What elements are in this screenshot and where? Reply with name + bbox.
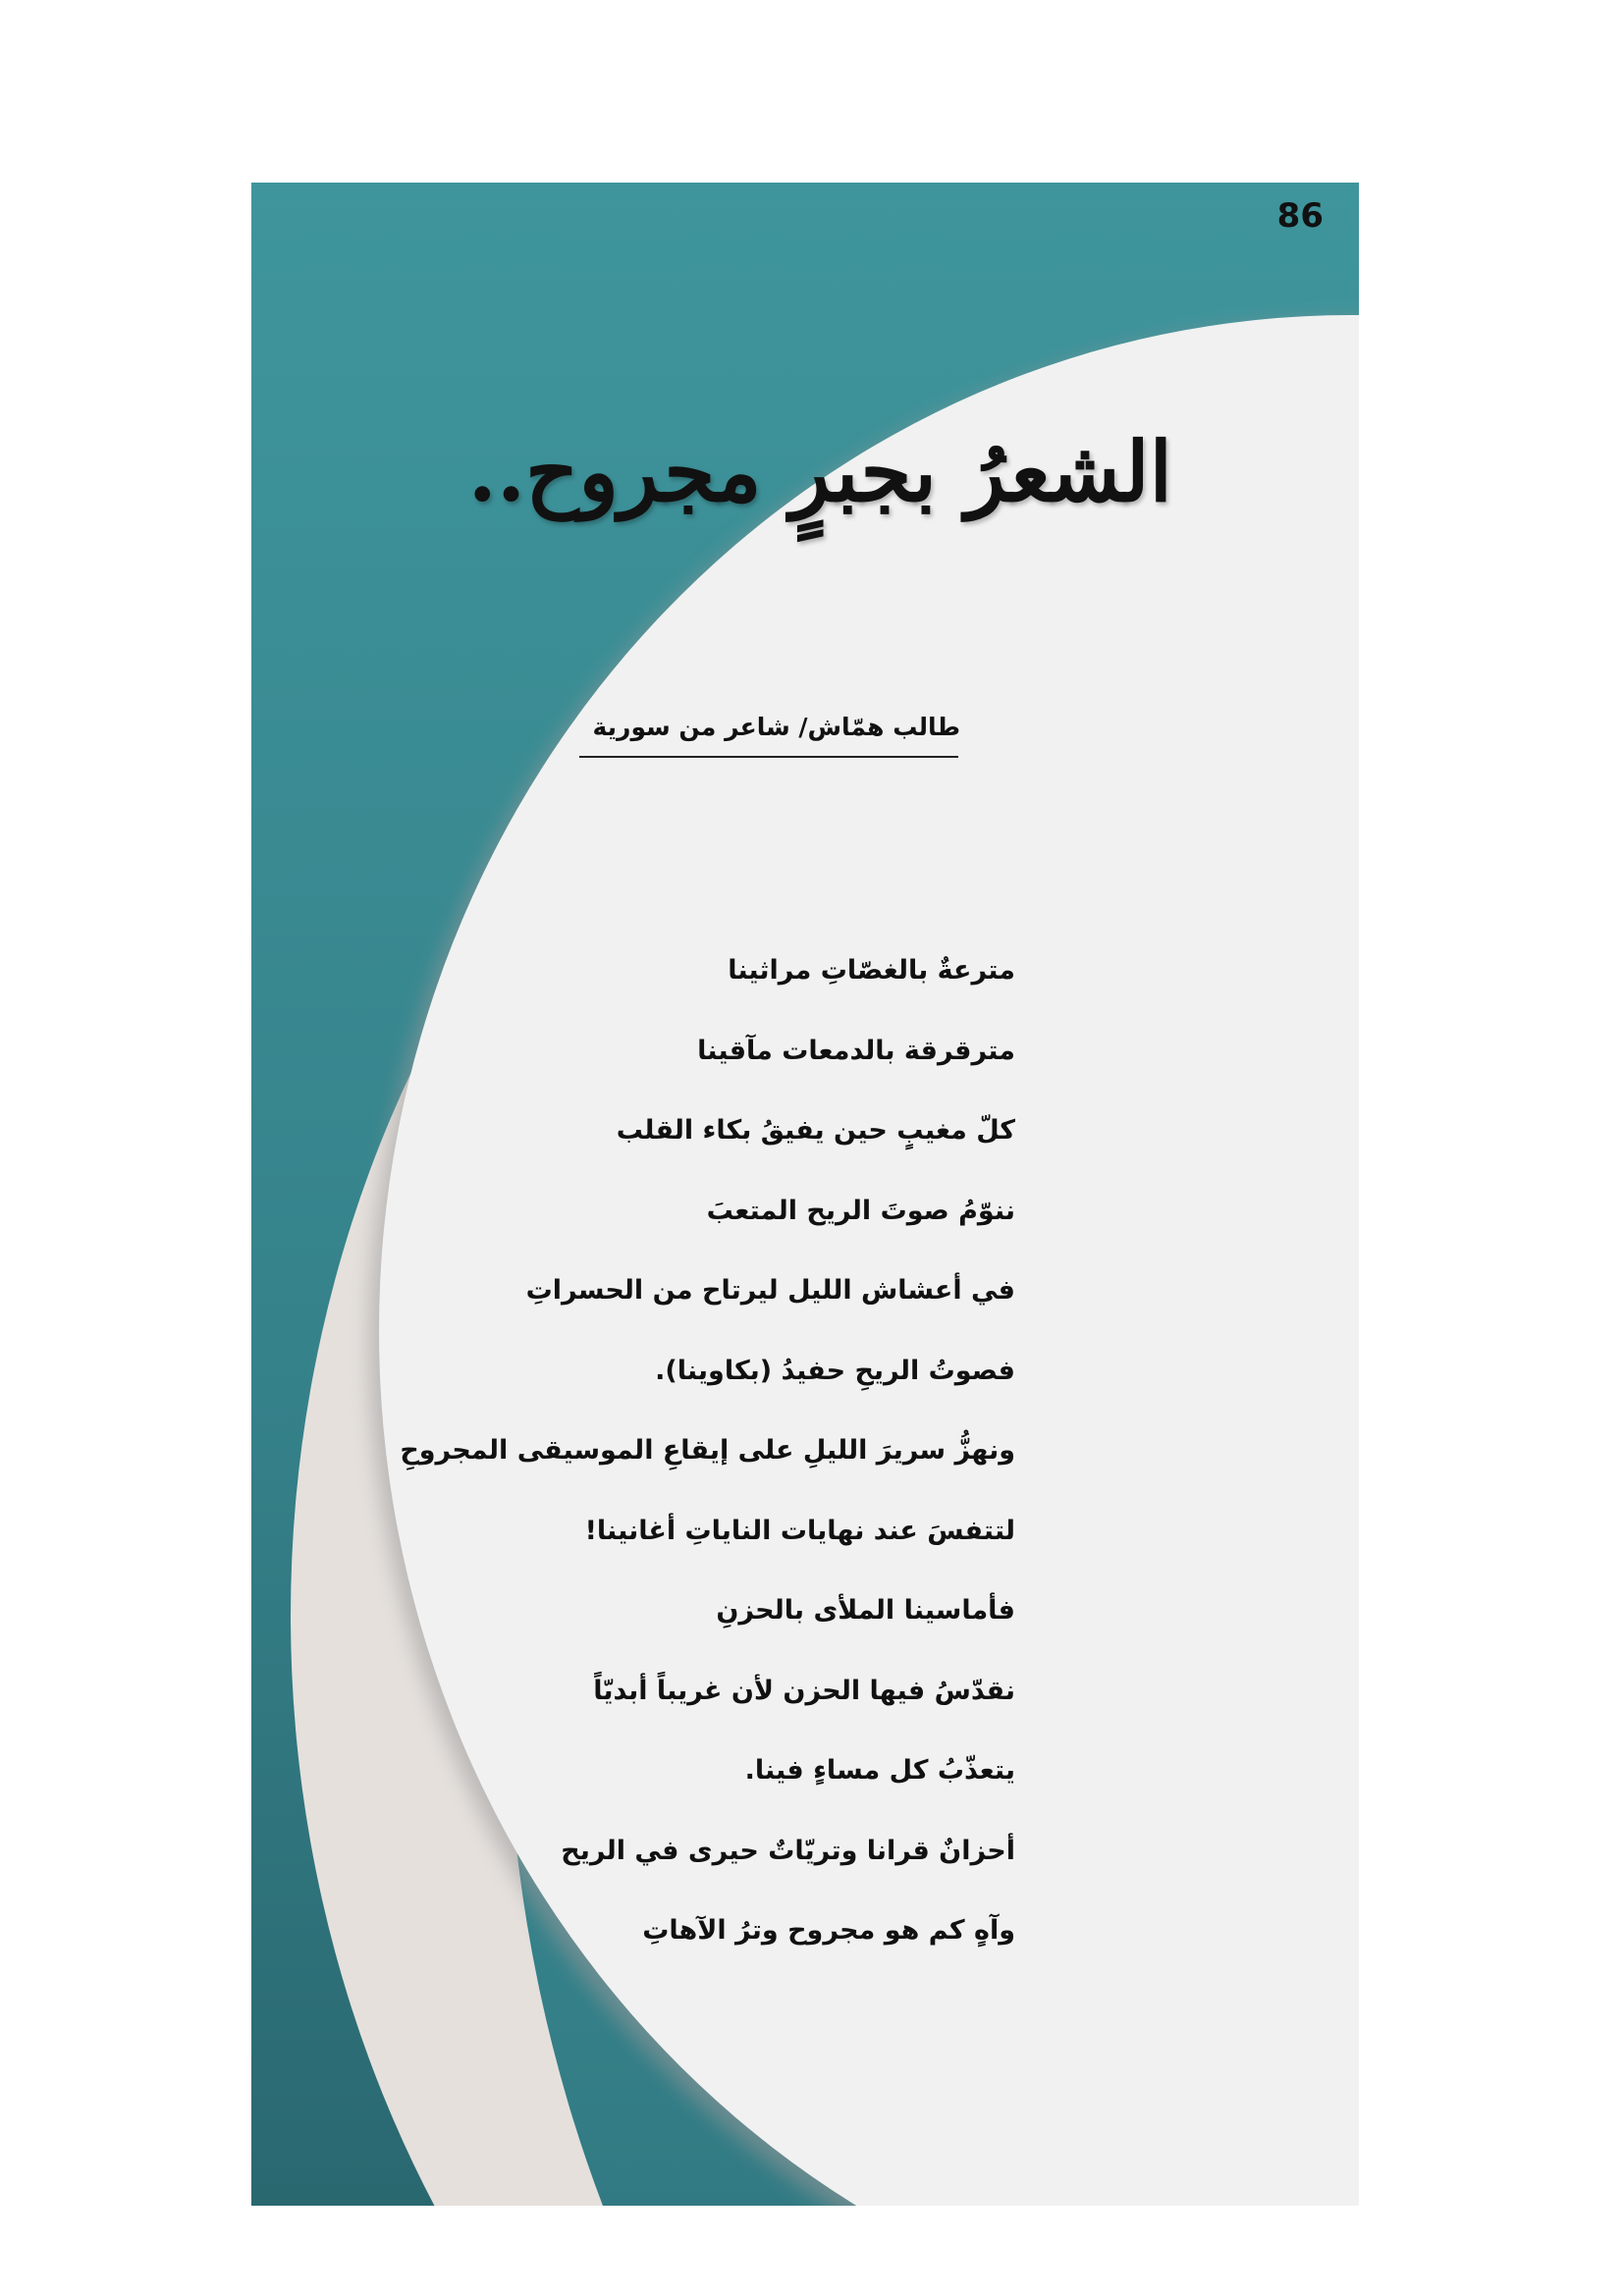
poem-line: فأماسينا الملأى بالحزنِ <box>716 1595 1015 1626</box>
poem-line: ونهزُّ سريرَ الليلِ على إيقاعِ الموسيقى المجروحِ <box>400 1435 1015 1466</box>
poem-line: مترعةٌ بالغصّاتِ مراثينا <box>728 955 1015 986</box>
page-number: 86 <box>1276 196 1324 236</box>
poem-line: وآهٍ كم هو مجروح وترُ الآهاتِ <box>642 1915 1015 1946</box>
page-panel <box>251 183 1359 2206</box>
poem-line: لتتفسَ عند نهايات الناياتِ أغانينا! <box>584 1515 1015 1546</box>
byline-underline <box>579 756 958 758</box>
poem-line: في أعشاش الليل ليرتاح من الحسراتِ <box>525 1275 1015 1306</box>
poem-line: فصوتُ الريحِ حفيدُ (بكاوينا). <box>655 1355 1015 1386</box>
poem-line: نقدّسُ فيها الحزن لأن غريباً أبديّاً <box>593 1675 1015 1706</box>
poem-line: ننوّمُ صوتَ الريح المتعبَ <box>706 1195 1015 1226</box>
poem-line: مترقرقة بالدمعات مآقينا <box>697 1035 1015 1066</box>
poem-line: كلّ مغيبٍ حين يفيقُ بكاء القلب <box>616 1115 1015 1146</box>
poem-body <box>400 931 1015 1971</box>
poem-line: يتعذّبُ كل مساءٍ فينا. <box>744 1755 1015 1786</box>
author-byline: طالب همّاش/ شاعر من سورية <box>592 713 960 741</box>
poem-line: أحزانٌ قرانا وتريّاتٌ حيرى في الريح <box>561 1835 1015 1866</box>
poem-title: الشعرُ بجبرٍ مجروح.. <box>467 423 1172 520</box>
